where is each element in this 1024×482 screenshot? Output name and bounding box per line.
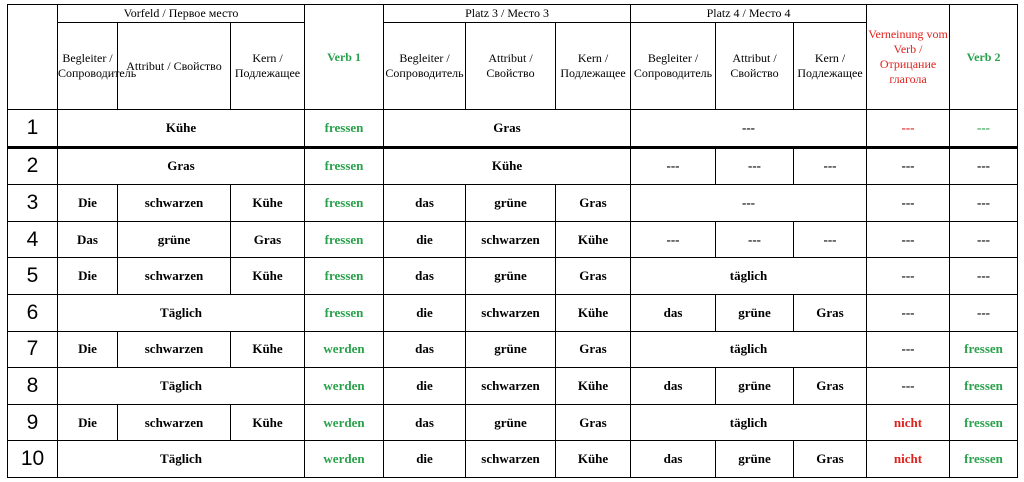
platz4-kern-cell: --- xyxy=(794,147,867,185)
verb1-cell: fressen xyxy=(305,258,384,295)
vorfeld-attribut-cell: schwarzen xyxy=(118,404,231,441)
platz4-begleiter-header: Begleiter / Сопроводитель xyxy=(631,23,716,110)
verb2-cell: fressen xyxy=(950,331,1018,368)
row-number: 3 xyxy=(8,185,58,222)
verb2-cell: fressen xyxy=(950,441,1018,478)
negation-header: Verneinung vom Verb / Отрицание глагола xyxy=(867,5,950,110)
word-order-table xyxy=(7,4,1018,478)
platz4-attribut-cell: grüne xyxy=(716,441,794,478)
row-number: 2 xyxy=(8,147,58,185)
verb2-cell: --- xyxy=(950,147,1018,185)
vorfeld-cell: Gras xyxy=(58,147,305,185)
platz3-kern-cell: Kühe xyxy=(556,221,631,258)
row-number: 7 xyxy=(8,331,58,368)
negation-cell: --- xyxy=(867,110,950,148)
platz3-attribut-cell: schwarzen xyxy=(466,441,556,478)
platz3-kern-cell: Gras xyxy=(556,404,631,441)
vorfeld-attribut-cell: schwarzen xyxy=(118,331,231,368)
vorfeld-kern-cell: Kühe xyxy=(231,331,305,368)
table-row xyxy=(8,294,1018,331)
vorfeld-cell: Täglich xyxy=(58,294,305,331)
vorfeld-begleiter-cell: Das xyxy=(58,221,118,258)
vorfeld-kern-cell: Kühe xyxy=(231,185,305,222)
negation-cell: --- xyxy=(867,147,950,185)
vorfeld-begleiter-cell: Die xyxy=(58,404,118,441)
vorfeld-begleiter-cell: Die xyxy=(58,258,118,295)
platz4-kern-cell: Gras xyxy=(794,368,867,405)
table-row xyxy=(8,441,1018,478)
table-row xyxy=(8,331,1018,368)
platz3-attribut-header: Attribut / Свойство xyxy=(466,23,556,110)
platz3-kern-cell: Kühe xyxy=(556,441,631,478)
platz3-kern-cell: Gras xyxy=(556,258,631,295)
platz3-attribut-cell: schwarzen xyxy=(466,368,556,405)
platz4-attribut-cell: grüne xyxy=(716,368,794,405)
platz3-begleiter-cell: die xyxy=(384,221,466,258)
verb1-cell: werden xyxy=(305,441,384,478)
platz4-attribut-cell: --- xyxy=(716,221,794,258)
negation-cell: --- xyxy=(867,368,950,405)
platz3-begleiter-cell: das xyxy=(384,404,466,441)
verb2-cell: --- xyxy=(950,110,1018,148)
platz4-begleiter-cell: --- xyxy=(631,147,716,185)
platz4-cell: täglich xyxy=(631,258,867,295)
verb1-cell: werden xyxy=(305,368,384,405)
vorfeld-attribut-cell: schwarzen xyxy=(118,185,231,222)
vorfeld-begleiter-header: Begleiter / Сопроводитель xyxy=(58,23,118,110)
platz4-kern-header: Kern / Подлежащее xyxy=(794,23,867,110)
platz4-kern-cell: --- xyxy=(794,221,867,258)
row-number: 6 xyxy=(8,294,58,331)
platz3-kern-cell: Gras xyxy=(556,331,631,368)
vorfeld-kern-header: Kern / Подлежащее xyxy=(231,23,305,110)
verb1-cell: fressen xyxy=(305,110,384,148)
negation-cell: --- xyxy=(867,185,950,222)
platz3-kern-cell: Gras xyxy=(556,185,631,222)
row-number: 1 xyxy=(8,110,58,148)
verb2-cell: fressen xyxy=(950,368,1018,405)
vorfeld-cell: Täglich xyxy=(58,441,305,478)
negation-cell: nicht xyxy=(867,404,950,441)
vorfeld-attribut-header: Attribut / Свойство xyxy=(118,23,231,110)
vorfeld-attribut-cell: grüne xyxy=(118,221,231,258)
platz4-attribut-header: Attribut / Свойство xyxy=(716,23,794,110)
verb1-cell: fressen xyxy=(305,294,384,331)
platz3-begleiter-cell: das xyxy=(384,331,466,368)
platz4-cell: --- xyxy=(631,185,867,222)
verb2-cell: --- xyxy=(950,294,1018,331)
table-row xyxy=(8,221,1018,258)
table-row xyxy=(8,368,1018,405)
vorfeld-cell: Täglich xyxy=(58,368,305,405)
platz3-attribut-cell: grüne xyxy=(466,185,556,222)
table-body xyxy=(8,110,1018,478)
platz4-cell: täglich xyxy=(631,404,867,441)
platz3-begleiter-cell: das xyxy=(384,185,466,222)
table-row xyxy=(8,147,1018,185)
verb2-header: Verb 2 xyxy=(950,5,1018,110)
platz3-attribut-cell: schwarzen xyxy=(466,221,556,258)
platz4-kern-cell: Gras xyxy=(794,294,867,331)
platz4-begleiter-cell: das xyxy=(631,294,716,331)
platz4-begleiter-cell: das xyxy=(631,368,716,405)
verb1-cell: fressen xyxy=(305,147,384,185)
platz3-header: Platz 3 / Место 3 xyxy=(384,5,631,23)
verb1-cell: fressen xyxy=(305,185,384,222)
platz3-begleiter-header: Begleiter / Сопроводитель xyxy=(384,23,466,110)
row-number: 8 xyxy=(8,368,58,405)
row-number: 4 xyxy=(8,221,58,258)
verb2-cell: --- xyxy=(950,258,1018,295)
table-row xyxy=(8,185,1018,222)
vorfeld-kern-cell: Gras xyxy=(231,221,305,258)
verb2-cell: fressen xyxy=(950,404,1018,441)
platz3-begleiter-cell: die xyxy=(384,294,466,331)
vorfeld-kern-cell: Kühe xyxy=(231,258,305,295)
row-number: 9 xyxy=(8,404,58,441)
platz3-attribut-cell: schwarzen xyxy=(466,294,556,331)
platz3-begleiter-cell: das xyxy=(384,258,466,295)
platz3-begleiter-cell: die xyxy=(384,368,466,405)
row-number: 5 xyxy=(8,258,58,295)
platz4-begleiter-cell: --- xyxy=(631,221,716,258)
negation-cell: --- xyxy=(867,331,950,368)
vorfeld-begleiter-cell: Die xyxy=(58,185,118,222)
vorfeld-begleiter-cell: Die xyxy=(58,331,118,368)
negation-cell: --- xyxy=(867,258,950,295)
verb2-cell: --- xyxy=(950,185,1018,222)
platz4-cell: --- xyxy=(631,110,867,148)
negation-cell: --- xyxy=(867,221,950,258)
platz3-attribut-cell: grüne xyxy=(466,404,556,441)
negation-cell: --- xyxy=(867,294,950,331)
row-number: 10 xyxy=(8,441,58,478)
platz3-kern-cell: Kühe xyxy=(556,368,631,405)
platz3-cell: Gras xyxy=(384,110,631,148)
verb1-cell: werden xyxy=(305,331,384,368)
platz4-attribut-cell: grüne xyxy=(716,294,794,331)
platz4-attribut-cell: --- xyxy=(716,147,794,185)
vorfeld-kern-cell: Kühe xyxy=(231,404,305,441)
verb2-cell: --- xyxy=(950,221,1018,258)
verb1-cell: fressen xyxy=(305,221,384,258)
vorfeld-attribut-cell: schwarzen xyxy=(118,258,231,295)
platz3-kern-cell: Kühe xyxy=(556,294,631,331)
platz3-attribut-cell: grüne xyxy=(466,258,556,295)
table-row xyxy=(8,110,1018,148)
vorfeld-header: Vorfeld / Первое место xyxy=(58,5,305,23)
vorfeld-cell: Kühe xyxy=(58,110,305,148)
platz3-begleiter-cell: die xyxy=(384,441,466,478)
row-number-header xyxy=(8,5,58,110)
platz3-cell: Kühe xyxy=(384,147,631,185)
platz3-attribut-cell: grüne xyxy=(466,331,556,368)
platz4-kern-cell: Gras xyxy=(794,441,867,478)
verb1-cell: werden xyxy=(305,404,384,441)
platz3-kern-header: Kern / Подлежащее xyxy=(556,23,631,110)
platz4-begleiter-cell: das xyxy=(631,441,716,478)
table-row xyxy=(8,258,1018,295)
negation-cell: nicht xyxy=(867,441,950,478)
platz4-header: Platz 4 / Место 4 xyxy=(631,5,867,23)
table-row xyxy=(8,404,1018,441)
verb1-header: Verb 1 xyxy=(305,5,384,110)
platz4-cell: täglich xyxy=(631,331,867,368)
